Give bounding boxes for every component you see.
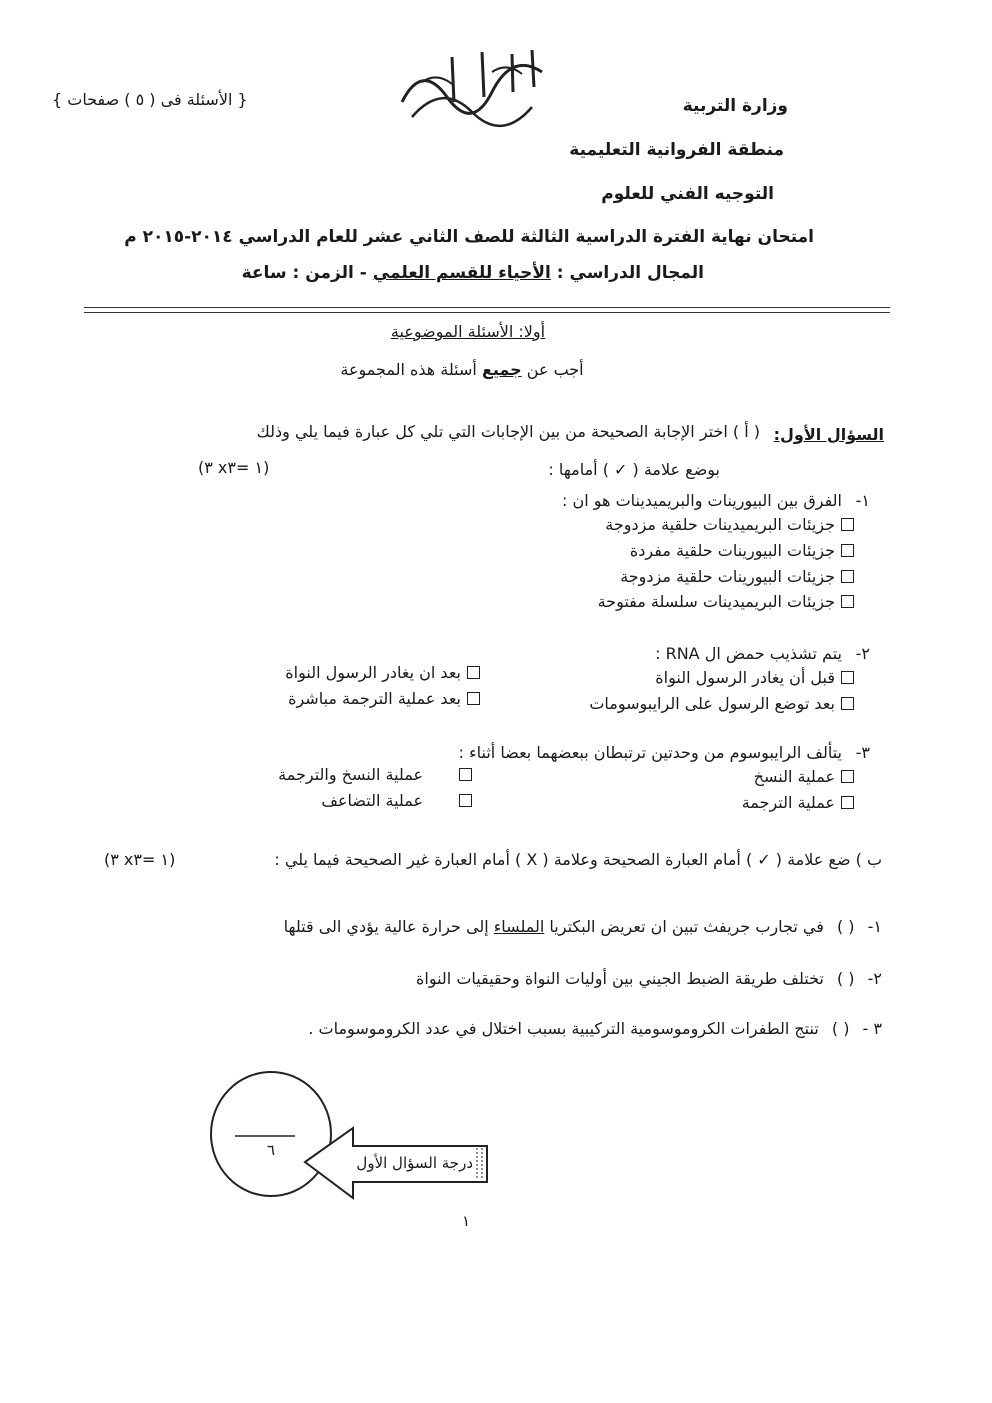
subject-prefix: المجال الدراسي : bbox=[556, 263, 704, 283]
checkbox[interactable] bbox=[841, 770, 854, 783]
mcq3-stem: يتألف الرايبوسوم من وحدتين ترتبطان ببعضهما بعضا أثناء : bbox=[458, 743, 842, 762]
pages-note: { الأسئلة فى ( ٥ ) صفحات } bbox=[52, 90, 248, 109]
header-divider-bottom bbox=[84, 312, 890, 313]
mcq2-option-2[interactable] bbox=[285, 663, 480, 682]
q1-part-b-score: (٣ x١ =٣) bbox=[104, 850, 176, 869]
q1-part-a-text: ( أ ) اختر الإجابة الصحيحة من بين الإجابات التي تلي كل عبارة فيما يلي وذلك bbox=[256, 422, 760, 441]
q1-part-b-text: ب ) ضع علامة ( ✓ ) أمام العبارة الصحيحة وعلامة ( X ) أمام العبارة غير الصحيحة فيما يلي : bbox=[274, 850, 882, 869]
tf-answer-slot[interactable]: ( ) bbox=[836, 969, 855, 988]
checkbox[interactable] bbox=[841, 697, 854, 710]
tf-number: ١- bbox=[867, 917, 882, 936]
mcq1-stem: الفرق بين البيورينات والبريميدينات هو ان : bbox=[562, 491, 842, 510]
instruction-pre: أجب عن bbox=[526, 360, 584, 379]
checkbox[interactable] bbox=[841, 671, 854, 684]
mcq2-option-4[interactable] bbox=[288, 689, 480, 708]
tf-statement-emphasis: الملساء bbox=[493, 917, 545, 936]
option-label: جزيئات البريميدينات سلسلة مفتوحة bbox=[597, 592, 835, 611]
mcq3-option-3[interactable] bbox=[742, 793, 854, 812]
supervision-name: التوجيه الفني للعلوم bbox=[601, 184, 774, 204]
district-name: منطقة الفروانية التعليمية bbox=[569, 140, 784, 160]
page-number: ١ bbox=[462, 1212, 471, 1230]
mcq3-option-1[interactable] bbox=[754, 767, 854, 786]
score-badge bbox=[205, 1066, 495, 1206]
subject-name: الأحياء للقسم العلمي bbox=[372, 263, 551, 283]
q1-label: السؤال الأول: bbox=[773, 425, 884, 444]
tf-number: ٣ - bbox=[862, 1019, 882, 1038]
mcq3-option-2[interactable] bbox=[278, 765, 472, 784]
mcq3-number: ٣- bbox=[855, 743, 870, 762]
mcq1-option-2[interactable] bbox=[630, 541, 854, 560]
score-label: درجة السؤال الأول bbox=[356, 1154, 473, 1172]
mcq1-number: ١- bbox=[855, 491, 870, 510]
option-label: جزيئات البيورينات حلقية مزدوجة bbox=[620, 567, 835, 586]
option-label: عملية الترجمة bbox=[741, 793, 835, 812]
option-label: جزيئات البريميدينات حلقية مزدوجة bbox=[605, 515, 835, 534]
tf1-item bbox=[284, 917, 882, 936]
checkbox[interactable] bbox=[467, 692, 480, 705]
exam-title: امتحان نهاية الفترة الدراسية الثالثة للصف الثاني عشر للعام الدراسي ٢٠١٤-٢٠١٥ م bbox=[124, 227, 814, 247]
q1-part-a-score: (٣ x١ =٣) bbox=[198, 458, 270, 477]
header-divider-top bbox=[84, 307, 890, 308]
score-badge-graphic bbox=[205, 1066, 495, 1206]
option-label: قبل أن يغادر الرسول النواة bbox=[655, 668, 835, 687]
basmala-mark bbox=[392, 42, 562, 132]
tf-statement: تنتج الطفرات الكروموسومية التركيبية بسبب اختلال في عدد الكروموسومات . bbox=[308, 1019, 819, 1038]
mcq2-option-3[interactable] bbox=[589, 694, 854, 713]
checkbox[interactable] bbox=[459, 794, 472, 807]
mcq1-option-4[interactable] bbox=[598, 592, 854, 611]
checkbox[interactable] bbox=[459, 768, 472, 781]
checkbox[interactable] bbox=[841, 570, 854, 583]
option-label: عملية النسخ bbox=[753, 767, 835, 786]
option-label: بعد ان يغادر الرسول النواة bbox=[285, 663, 461, 682]
instruction-all: جميع bbox=[481, 360, 522, 379]
ministry-name: وزارة التربية bbox=[682, 96, 788, 116]
checkbox[interactable] bbox=[841, 595, 854, 608]
option-label: بعد توضع الرسول على الرايبوسومات bbox=[589, 694, 835, 713]
section-title: أولا: الأسئلة الموضوعية bbox=[390, 322, 546, 341]
instruction-post: أسئلة هذه المجموعة bbox=[340, 360, 477, 379]
option-label: عملية التضاعف bbox=[321, 791, 423, 810]
section-instruction bbox=[322, 360, 602, 379]
subject-line bbox=[242, 263, 704, 283]
checkbox[interactable] bbox=[467, 666, 480, 679]
exam-time: - الزمن : ساعة bbox=[241, 263, 367, 283]
mcq2-stem: يتم تشذيب حمض ال RNA : bbox=[655, 644, 842, 663]
tf-number: ٢- bbox=[867, 969, 882, 988]
mcq2-option-1[interactable] bbox=[655, 668, 854, 687]
score-total: ٦ bbox=[267, 1141, 276, 1159]
basmala-calligraphy bbox=[392, 42, 562, 132]
tf-statement-end: إلى حرارة عالية يؤدي الى قتلها bbox=[283, 917, 489, 936]
checkbox[interactable] bbox=[841, 544, 854, 557]
checkbox[interactable] bbox=[841, 796, 854, 809]
mcq3-option-4[interactable] bbox=[321, 791, 472, 810]
option-label: عملية النسخ والترجمة bbox=[278, 765, 423, 784]
tf-statement: تختلف طريقة الضبط الجيني بين أوليات النواة وحقيقيات النواة bbox=[416, 969, 824, 988]
tf-statement: في تجارب جريفث تبين ان تعريض البكتريا bbox=[549, 917, 824, 936]
tf2-item bbox=[416, 969, 882, 988]
tf-answer-slot[interactable]: ( ) bbox=[831, 1019, 850, 1038]
checkbox[interactable] bbox=[841, 518, 854, 531]
mcq1-option-3[interactable] bbox=[620, 567, 854, 586]
option-label: جزيئات البيورينات حلقية مفردة bbox=[629, 541, 835, 560]
tf-answer-slot[interactable]: ( ) bbox=[836, 917, 855, 936]
q1-part-a-text2: بوضع علامة ( ✓ ) أمامها : bbox=[548, 460, 720, 479]
option-label: بعد عملية الترجمة مباشرة bbox=[288, 689, 461, 708]
tf3-item bbox=[308, 1019, 882, 1038]
mcq1-option-1[interactable] bbox=[605, 515, 854, 534]
mcq2-number: ٢- bbox=[855, 644, 870, 663]
